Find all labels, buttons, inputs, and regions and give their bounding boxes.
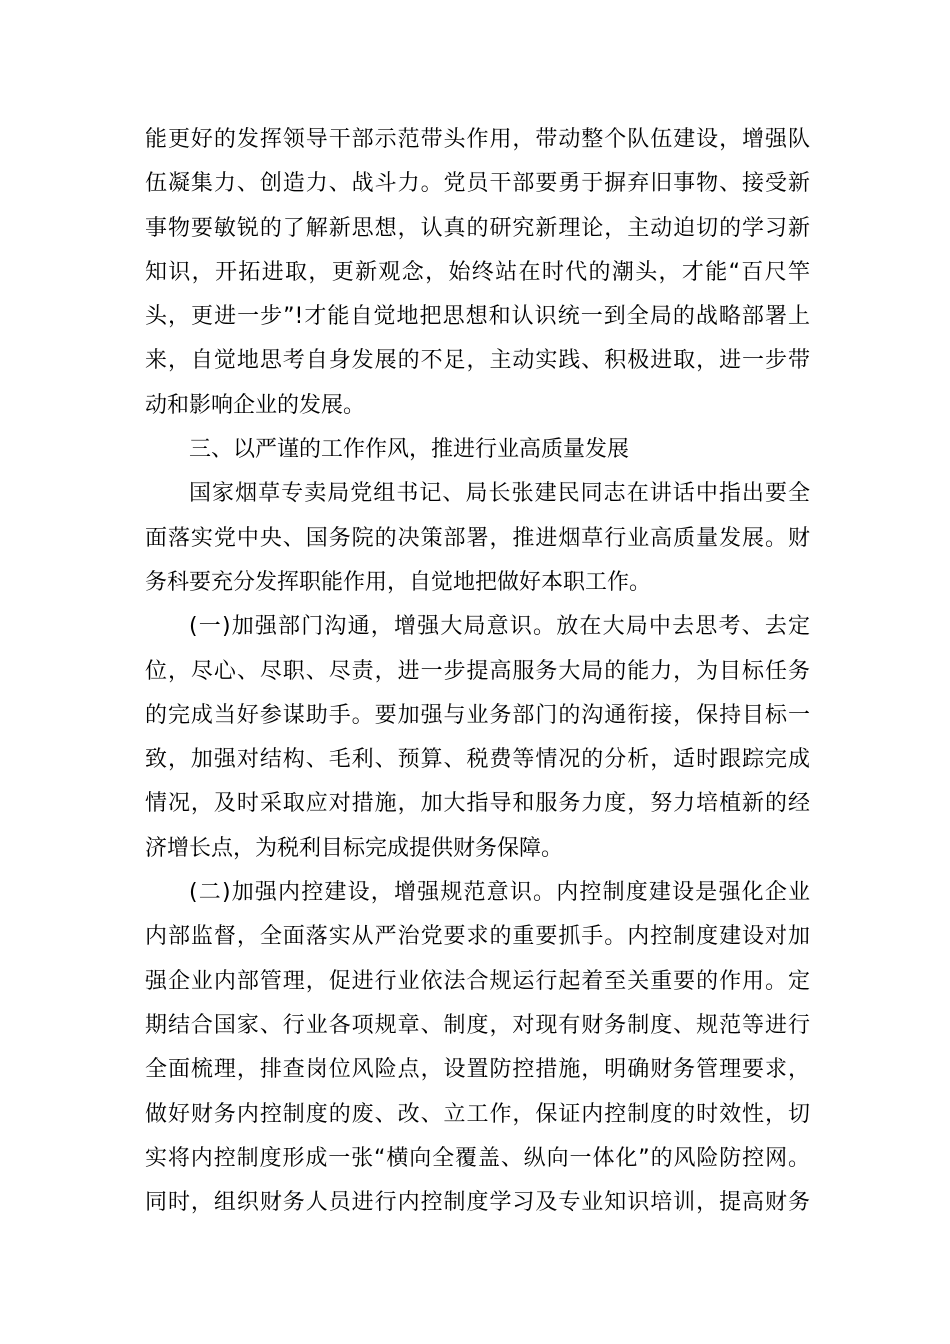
text-line: 能更好的发挥领导干部示范带头作用，带动整个队伍建设，增强队: [145, 127, 810, 152]
paragraph-first-line: (二)加强内控建设，增强规范意识。内控制度建设是强化企业: [189, 880, 810, 906]
paragraph-first-line: 国家烟草专卖局党组书记、局长张建民同志在讲话中指出要全: [189, 481, 810, 507]
text-line: 情况，及时采取应对措施，加大指导和服务力度，努力培植新的经: [145, 791, 810, 817]
paragraph-first-line: 三、以严谨的工作作风，推进行业高质量发展: [189, 437, 630, 463]
text-line: 全面梳理，排查岗位风险点，设置防控措施，明确财务管理要求，: [145, 1057, 810, 1083]
document-body: [145, 118, 810, 1225]
text-line: 强企业内部管理，促进行业依法合规运行起着至关重要的作用。定: [145, 968, 810, 994]
text-line: 致，加强对结构、毛利、预算、税费等情况的分析，适时跟踪完成: [145, 747, 810, 773]
text-line: 务科要充分发挥职能作用，自觉地把做好本职工作。: [145, 569, 652, 595]
text-line: 济增长点，为税利目标完成提供财务保障。: [145, 835, 564, 861]
text-line: 期结合国家、行业各项规章、制度，对现有财务制度、规范等进行: [145, 1012, 810, 1038]
text-line: 来，自觉地思考自身发展的不足，主动实践、积极进取，进一步带: [145, 348, 810, 374]
text-line: 知识，开拓进取，更新观念，始终站在时代的潮头，才能“百尺竿: [145, 259, 810, 285]
text-line: 位，尽心、尽职、尽责，进一步提高服务大局的能力，为目标任务: [145, 658, 810, 684]
text-line: 同时，组织财务人员进行内控制度学习及专业知识培训，提高财务: [145, 1190, 810, 1216]
text-line: 面落实党中央、国务院的决策部署，推进烟草行业高质量发展。财: [145, 525, 810, 551]
text-line: 头，更进一步”!才能自觉地把思想和认识统一到全局的战略部署上: [145, 304, 810, 330]
text-line: 的完成当好参谋助手。要加强与业务部门的沟通衔接，保持目标一: [145, 702, 810, 728]
text-line: 伍凝集力、创造力、战斗力。党员干部要勇于摒弃旧事物、接受新: [145, 171, 810, 197]
text-line: 内部监督，全面落实从严治党要求的重要抓手。内控制度建设对加: [145, 924, 810, 950]
text-line: 动和影响企业的发展。: [145, 392, 366, 418]
text-line: 实将内控制度形成一张“横向全覆盖、纵向一体化”的风险防控网。: [145, 1145, 810, 1171]
text-line: 做好财务内控制度的废、改、立工作，保证内控制度的时效性，切: [145, 1101, 810, 1127]
text-line: 事物要敏锐的了解新思想，认真的研究新理论，主动迫切的学习新: [145, 215, 810, 241]
paragraph-first-line: (一)加强部门沟通，增强大局意识。放在大局中去思考、去定: [189, 614, 810, 640]
